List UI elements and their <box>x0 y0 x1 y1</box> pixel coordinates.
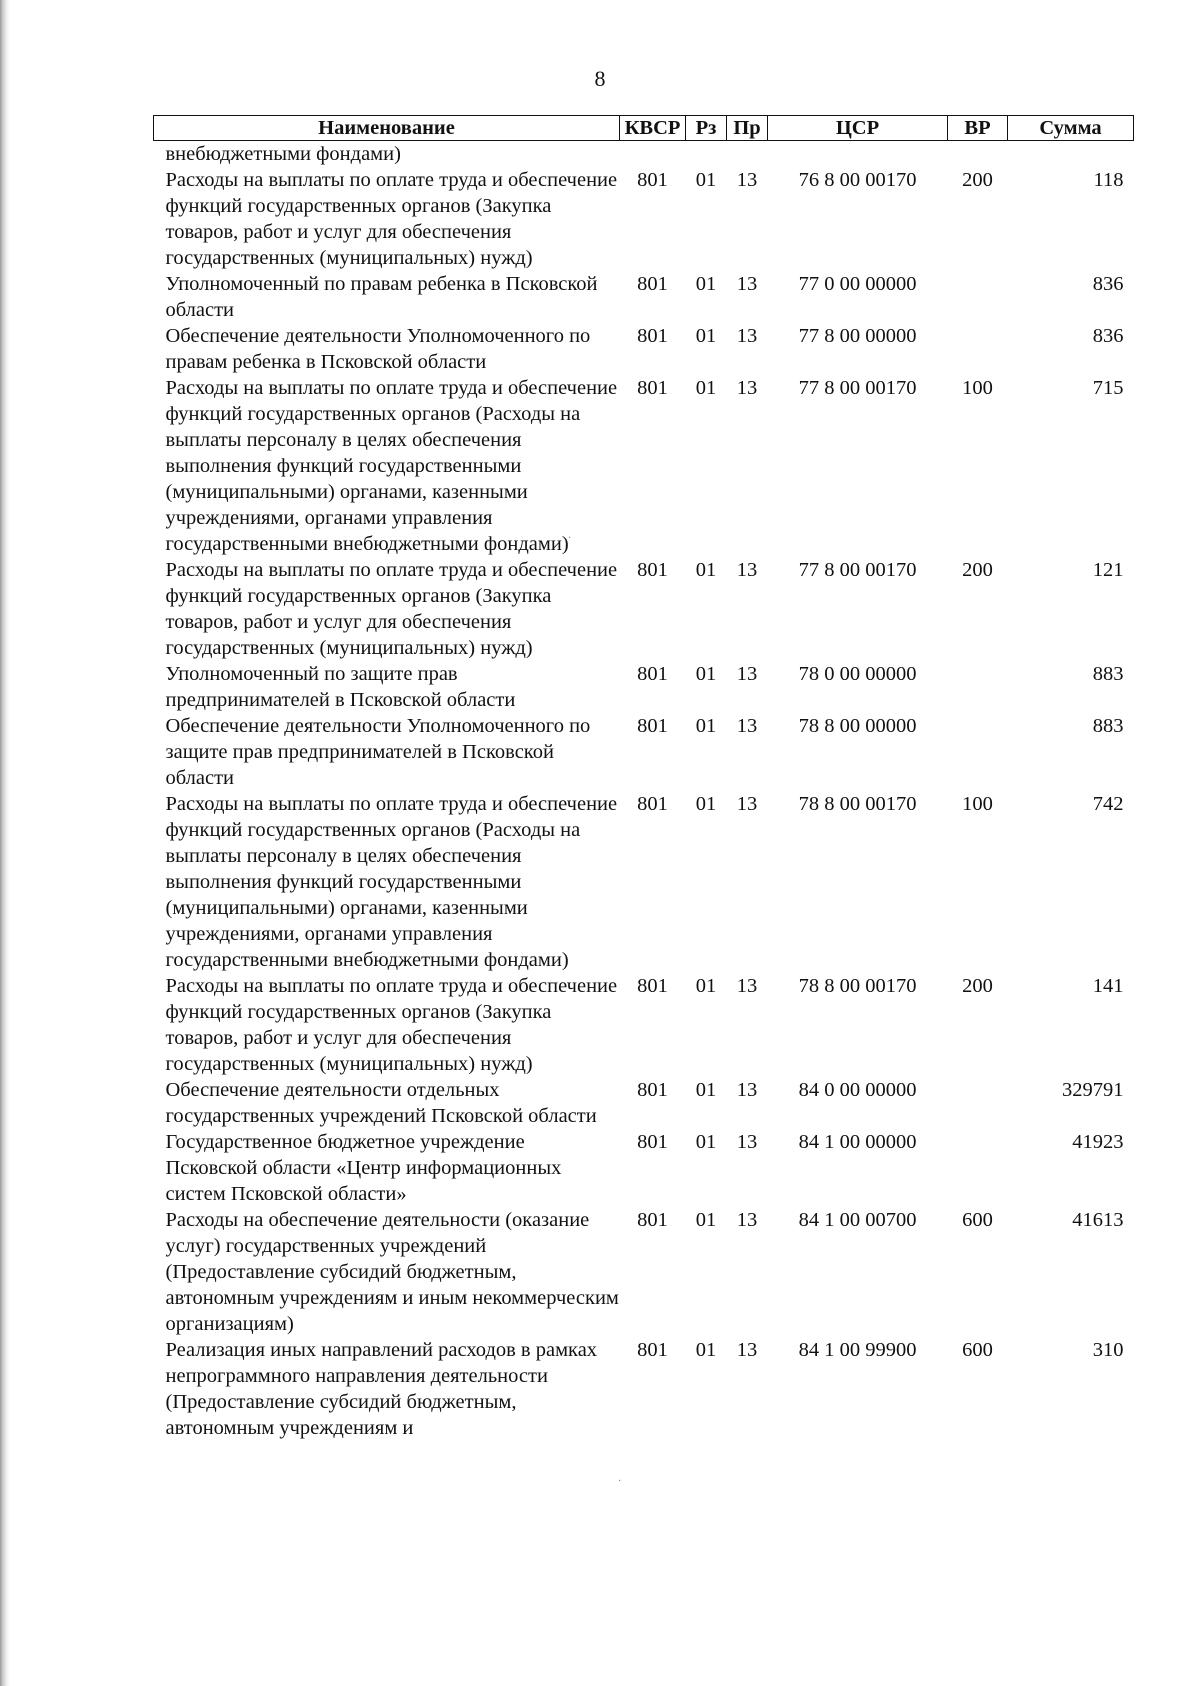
row-name: Расходы на выплаты по оплате труда и обеспечение функций государственных органов (Расходы на выплаты персоналу в целях обеспечения выполнения функций государственными (муниципальными) органами, казенными учреждениями, органами управления государственными внебюджетными фондами) <box>165 793 618 971</box>
row-name: Расходы на выплаты по оплате труда и обеспечение функций государственных органов (Закупка товаров, работ и услуг для обеспечения государственных (муниципальных) нужд) <box>165 975 618 1075</box>
row-kvsr <box>620 141 686 168</box>
row-sum: 310 <box>1092 1339 1124 1361</box>
row-pr: 13 <box>736 1131 758 1153</box>
header-rz: Рз <box>686 116 727 141</box>
row-rz: 01 <box>695 1079 717 1101</box>
row-rz: 01 <box>695 273 717 295</box>
table-body <box>154 141 1134 1442</box>
row-csr: 84 1 00 99900 <box>798 1339 917 1361</box>
row-sum: 141 <box>1092 975 1124 997</box>
row-vr <box>948 661 1008 713</box>
header-csr: ЦСР <box>768 116 948 141</box>
table-row <box>154 323 1134 375</box>
scan-dot: · <box>568 533 572 544</box>
row-rz: 01 <box>695 975 717 997</box>
row-kvsr: 801 <box>637 793 668 815</box>
row-sum: 41923 <box>1072 1131 1124 1153</box>
row-csr: 84 1 00 00000 <box>798 1131 917 1153</box>
row-pr: 13 <box>736 325 758 347</box>
row-csr: 78 8 00 00170 <box>798 793 917 815</box>
row-sum: 329791 <box>1062 1079 1124 1101</box>
row-vr <box>948 1077 1008 1129</box>
row-name: Расходы на выплаты по оплате труда и обеспечение функций государственных органов (Расходы на выплаты персоналу в целях обеспечения выполнения функций государственными (муниципальными) органами, казенными учреждениями, органами управления государственными внебюджетными фондами) <box>165 377 618 555</box>
row-sum: 118 <box>1093 169 1124 191</box>
row-rz <box>686 141 727 168</box>
row-vr: 200 <box>962 559 993 581</box>
row-csr: 78 0 00 00000 <box>798 663 917 685</box>
row-csr: 84 1 00 00700 <box>798 1209 917 1231</box>
header-pr: Пр <box>727 116 768 141</box>
row-vr <box>948 1129 1008 1207</box>
row-name: Обеспечение деятельности Уполномоченного по защите прав предпринимателей в Псковской области <box>165 715 591 789</box>
row-rz: 01 <box>695 169 717 191</box>
row-name: Обеспечение деятельности отдельных государственных учреждений Псковской области <box>165 1079 597 1127</box>
row-kvsr: 801 <box>637 169 668 191</box>
table-row <box>154 557 1134 661</box>
row-kvsr: 801 <box>637 559 668 581</box>
table-row <box>154 713 1134 791</box>
table-row <box>154 167 1134 271</box>
row-vr: 600 <box>962 1209 993 1231</box>
row-csr <box>768 141 948 168</box>
row-csr: 77 8 00 00170 <box>798 559 917 581</box>
header-vr: ВР <box>948 116 1008 141</box>
row-name: Обеспечение деятельности Уполномоченного по правам ребенка в Псковской области <box>165 325 591 373</box>
table-row <box>154 1129 1134 1207</box>
row-sum: 121 <box>1092 559 1124 581</box>
row-kvsr: 801 <box>637 715 668 737</box>
row-rz: 01 <box>695 1339 717 1361</box>
row-csr: 77 8 00 00000 <box>798 325 917 347</box>
table-row <box>154 661 1134 713</box>
row-vr: 600 <box>962 1339 993 1361</box>
header-kvsr: КВСР <box>620 116 686 141</box>
row-kvsr: 801 <box>637 663 668 685</box>
row-rz: 01 <box>695 377 717 399</box>
table-row <box>154 1207 1134 1337</box>
row-kvsr: 801 <box>637 325 668 347</box>
row-name: Уполномоченный по защите прав предпринимателей в Псковской области <box>165 663 516 711</box>
page-number: 8 <box>594 66 606 91</box>
row-pr: 13 <box>736 1079 758 1101</box>
table-row <box>154 791 1134 973</box>
row-vr: 200 <box>962 975 993 997</box>
budget-table <box>153 115 1134 1441</box>
scan-dot: · <box>618 1476 622 1487</box>
row-name: Реализация иных направлений расходов в рамках непрограммного направления деятельности (Предоставление субсидий бюджетным, автономным учреждениям и <box>165 1339 598 1439</box>
row-name: Расходы на обеспечение деятельности (оказание услуг) государственных учреждений (Предоставление субсидий бюджетным, автономным учреждениям и иным некоммерческим организациям) <box>165 1209 619 1335</box>
row-csr: 77 0 00 00000 <box>798 273 917 295</box>
row-rz: 01 <box>695 1209 717 1231</box>
table-row <box>154 375 1134 557</box>
row-pr: 13 <box>736 715 758 737</box>
row-csr: 78 8 00 00000 <box>798 715 917 737</box>
row-pr: 13 <box>736 1209 758 1231</box>
row-pr: 13 <box>736 793 758 815</box>
header-name: Наименование <box>154 116 620 141</box>
row-pr: 13 <box>736 273 758 295</box>
row-kvsr: 801 <box>637 1131 668 1153</box>
row-sum <box>1008 141 1134 168</box>
row-vr: 100 <box>962 377 993 399</box>
row-rz: 01 <box>695 793 717 815</box>
table-row <box>154 1337 1134 1441</box>
row-vr: 100 <box>962 793 993 815</box>
row-vr <box>948 271 1008 323</box>
row-pr: 13 <box>736 1339 758 1361</box>
row-kvsr: 801 <box>637 1209 668 1231</box>
row-sum: 883 <box>1092 715 1124 737</box>
row-kvsr: 801 <box>637 1339 668 1361</box>
row-pr: 13 <box>736 975 758 997</box>
row-name: Расходы на выплаты по оплате труда и обеспечение функций государственных органов (Закупка товаров, работ и услуг для обеспечения государственных (муниципальных) нужд) <box>165 559 618 659</box>
row-sum: 836 <box>1092 325 1124 347</box>
row-name: Государственное бюджетное учреждение Псковской области «Центр информационных систем Псковской области» <box>165 1131 562 1205</box>
row-rz: 01 <box>695 559 717 581</box>
row-csr: 76 8 00 00170 <box>798 169 917 191</box>
row-pr: 13 <box>736 169 758 191</box>
row-rz: 01 <box>695 325 717 347</box>
row-vr <box>948 713 1008 791</box>
table-row <box>154 1077 1134 1129</box>
row-csr: 77 8 00 00170 <box>798 377 917 399</box>
row-pr: 13 <box>736 663 758 685</box>
header-sum: Сумма <box>1008 116 1134 141</box>
row-sum: 41613 <box>1072 1209 1124 1231</box>
row-rz: 01 <box>695 715 717 737</box>
row-kvsr: 801 <box>637 975 668 997</box>
row-kvsr: 801 <box>637 1079 668 1101</box>
row-rz: 01 <box>695 663 717 685</box>
row-csr: 84 0 00 00000 <box>798 1079 917 1101</box>
row-name: Уполномоченный по правам ребенка в Псковской области <box>165 273 598 321</box>
row-sum: 715 <box>1092 377 1124 399</box>
row-vr <box>948 141 1008 168</box>
row-vr <box>948 323 1008 375</box>
table-row <box>154 141 1134 168</box>
table-row <box>154 973 1134 1077</box>
row-rz: 01 <box>695 1131 717 1153</box>
row-vr: 200 <box>962 169 993 191</box>
row-pr <box>727 141 768 168</box>
table-header-row <box>154 116 1134 141</box>
row-csr: 78 8 00 00170 <box>798 975 917 997</box>
row-kvsr: 801 <box>637 273 668 295</box>
row-sum: 883 <box>1092 663 1124 685</box>
row-pr: 13 <box>736 559 758 581</box>
row-name: Расходы на выплаты по оплате труда и обеспечение функций государственных органов (Закупка товаров, работ и услуг для обеспечения государственных (муниципальных) нужд) <box>165 169 618 269</box>
row-sum: 742 <box>1092 793 1124 815</box>
row-kvsr: 801 <box>637 377 668 399</box>
row-name: внебюджетными фондами) <box>165 143 401 165</box>
row-pr: 13 <box>736 377 758 399</box>
row-sum: 836 <box>1092 273 1124 295</box>
table-row <box>154 271 1134 323</box>
scan-edge <box>0 0 10 1686</box>
